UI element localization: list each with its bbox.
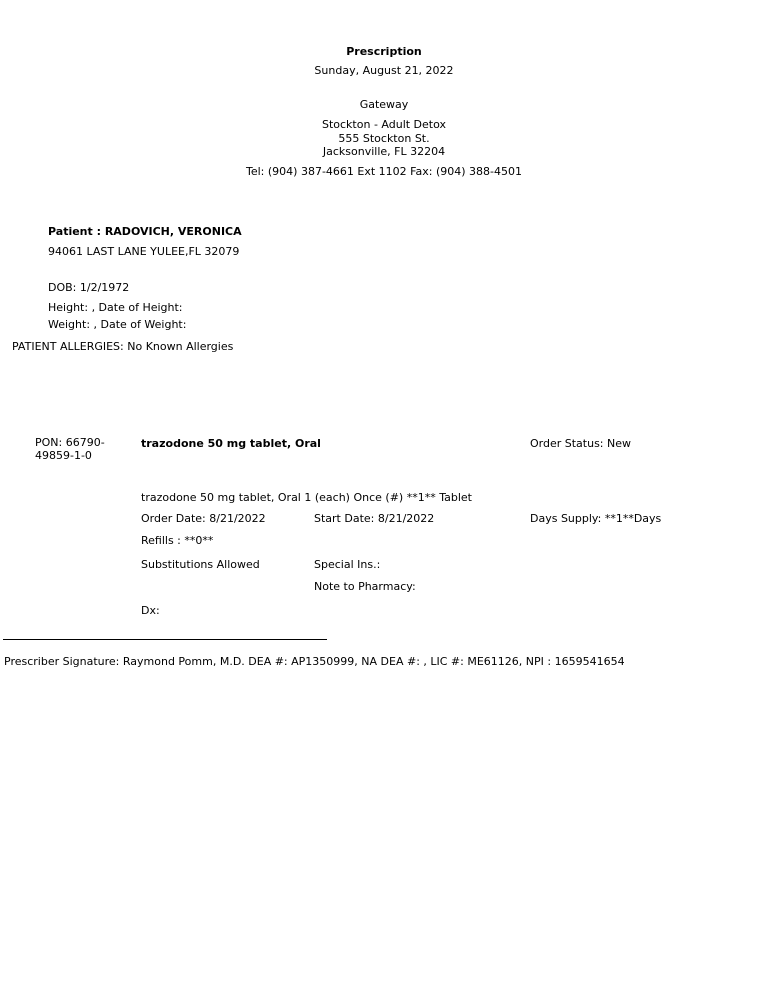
special-instructions: Special Ins.: xyxy=(314,558,381,571)
order-status: Order Status: New xyxy=(530,437,632,450)
patient-name: Patient : RADOVICH, VERONICA xyxy=(48,225,242,238)
refills: Refills : **0** xyxy=(141,534,214,547)
drug-name: trazodone 50 mg tablet, Oral xyxy=(141,437,321,450)
facility-location: Stockton - Adult Detox xyxy=(321,118,447,131)
facility-name: Gateway xyxy=(359,98,409,111)
facility-phone: Tel: (904) 387-4661 Ext 1102 Fax: (904) 388-4501 xyxy=(246,165,522,178)
days-supply: Days Supply: **1**Days xyxy=(530,512,662,525)
note-to-pharmacy: Note to Pharmacy: xyxy=(314,580,416,593)
prescriber-signature: Prescriber Signature: Raymond Pomm, M.D. DEA #: AP1350999, NA DEA #: , LIC #: ME61126, NPI : 1659541654 xyxy=(4,655,625,668)
pon-number-line2: 49859-1-0 xyxy=(35,449,92,462)
facility-address-line2: Jacksonville, FL 32204 xyxy=(322,145,446,158)
document-title: Prescription xyxy=(346,45,422,58)
patient-height: Height: , Date of Height: xyxy=(48,301,183,314)
start-date: Start Date: 8/21/2022 xyxy=(314,512,435,525)
substitutions: Substitutions Allowed xyxy=(141,558,260,571)
diagnosis: Dx: xyxy=(141,604,160,617)
patient-address: 94061 LAST LANE YULEE,FL 32079 xyxy=(48,245,240,258)
order-date: Order Date: 8/21/2022 xyxy=(141,512,266,525)
prescription-date: Sunday, August 21, 2022 xyxy=(314,64,454,77)
pon-number-line1: PON: 66790- xyxy=(35,436,105,449)
patient-weight: Weight: , Date of Weight: xyxy=(48,318,187,331)
patient-allergies: PATIENT ALLERGIES: No Known Allergies xyxy=(12,340,234,353)
patient-dob: DOB: 1/2/1972 xyxy=(48,281,130,294)
facility-address-line1: 555 Stockton St. xyxy=(338,132,430,145)
signature-line xyxy=(3,639,327,640)
drug-sig: trazodone 50 mg tablet, Oral 1 (each) Once (#) **1** Tablet xyxy=(141,491,472,504)
